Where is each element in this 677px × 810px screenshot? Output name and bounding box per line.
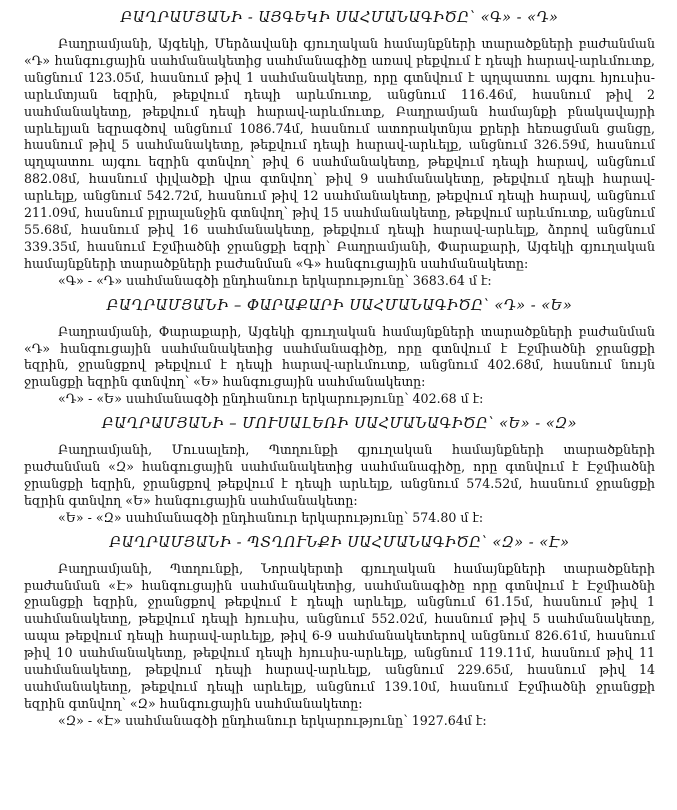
section-paragraph: Բաղրամյանի, Պտղունքի, Նորակերտի գյուղական համայնքների տարածքների բաժանման «Է» հանգուցային սահմանակետից, սահմանագիծը որը գտնվում է Էջմիածնի ջրանցքի եզրին, ջրանցքով թեքվում է դեպի արևելք, անցնում 61.15մ, հասնում թիվ 1 սահմանակետը, թեքվում դեպի հյուսիս, անցնում 552.02մ, հասնում թիվ 5 սահմանակետը, ապա թեքվում դեպի հարավ-արևելք, թիվ 6-9 սահմանակետերով անցնում 826.61մ, հասնում թիվ 10 սահմանակետը, թեքվում դեպի հյուսիս-արևելք, անցնում 119.11մ, հասնում թիվ 11 սահմանակետը, թեքվում դեպի հարավ-արևելք, անցնում 229.65մ, հասնում թիվ 14 սահմանակետը, թեքվում դեպի արևելք, անցնում 139.10մ, հասնում Էջմիածնի ջրանցքի եզրին գտնվող՝ «Զ» հանգուցային սահմանակետը: [24,560,655,711]
section-paragraph: Բաղրամյանի, Մուսալեռի, Պտղունքի գյուղական համայնքների տարածքների բաժանման «Զ» հանգուցային սահմանակետից սահմանագիծը, որը գտնվում է Էջմիածնի ջրանցքի եզրին, ջրանցքով թեքվում է դեպի արևելք, անցնում 574.52մ, հասնում ջրանցքի եզրին գտնվող «Ե» հանգուցային սահմանակետը: [24,442,655,508]
section-bagramyan-ptghunki [24,533,655,730]
section-title: ԲԱՂՐԱՄՅԱՆԻ – ՄՈՒՍԱԼԵՌԻ ՍԱՀՄԱՆԱԳԻԾԸ՝ «Ե» - «Զ» [102,416,577,433]
section-title: ԲԱՂՐԱՄՅԱՆԻ – ՓԱՐԱՔԱՐԻ ՍԱՀՄԱՆԱԳԻԾԸ՝ «Դ» - «Ե» [106,297,573,314]
section-total-length: «Ե» - «Զ» սահմանագծի ընդհանուր երկարությունը՝ 574.80 մ է: [58,509,484,525]
section-total-length: «Գ» - «Դ» սահմանագծի ընդհանուր երկարությունը՝ 3683.64 մ է: [58,272,492,288]
section-bagramyan-parakari [24,296,655,409]
section-bagramyan-aygeki [24,8,655,290]
section-paragraph: Բաղրամյանի, Այգեկի, Մերձավանի գյուղական համայնքների տարածքների բաժանման «Դ» հանգուցային սահմանակետից սահմանագիծը առավ բեքվում է դեպի հարավ-արևմուտք, անցնում 123.05մ, հասնում թիվ 1 սահմանակետը, որը գտնվում է պղպատու այգու հյուսիս-արևմտյան եզրին, թեքվում դեպի արևմուտք, անցնում 116.46մ, հասնում թիվ 2 սահմանակետը, թեքվում դեպի հարավ-արևմուտք, Բաղրամյան համայնքի բնակավայրի արևելյան եզրագծով անցնում 1086.74մ, հասնում ատորակտնյա քրերի հեռացման ցանցը, հասնում թիվ 5 սահմանակետը, թեքվում դեպի հարավ-արևելք, անցնում 326.59մ, հասնում պղպատու այգու եզրին գտնվող՝ թիվ 6 սահմանակետը, թեքվում դեպի հարավ, անցնում 882.08մ, հասնում փլվածքի վրա գտնվող՝ թիվ 9 սահմանակետը, թեքվում դեպի հարավ-արևելք, անցնում 542.72մ, հասնում թիվ 12 սահմանակետը, թեքվում դեպի հարավ, անցնում 211.09մ, հասնում բլրալանջին գտնվող՝ թիվ 15 սահմանակետը, թեքվում արևմուտք, անցնում 55.68մ, հասնում թիվ 16 սահմանակետը, թեքվում դեպի հարավ-արևելք, ձորով անցնում 339.35մ, հասնում Էջմիածնի ջրանցքի եզրի՝ Բաղրամյանի, Փարաքարի, Այգեկի գյուղական համայնքների տարածքների բաժանման «Գ» հանգուցային սահմանակետը: [24,36,655,271]
section-total-length: «Դ» - «Ե» սահմանագծի ընդհանուր երկարությունը՝ 402.68 մ է: [58,391,484,407]
section-bagramyan-musaleri [24,414,655,527]
section-total-length: «Զ» - «Է» սահմանագծի ընդհանուր երկարությունը՝ 1927.64մ է: [58,712,487,728]
section-paragraph: Բաղրամյանի, Փարաքարի, Այգեկի գյուղական համայնքների տարածքների բաժանման «Դ» հանգուցային սահմանակետից սահմանագիծը, որը գտնվում է Էջմիածնի ջրանցքի եզրին, ջրանցքով թեքվում է դեպի հարավ-արևմուտք, անցնում 402.68մ, հասնում նույն ջրանցքի եզրին գտնվող՝ «Ե» հանգուցային սահմանակետը: [24,323,655,390]
section-title: ԲԱՂՐԱՄՅԱՆԻ - ԱՅԳԵԿԻ ՍԱՀՄԱՆԱԳԻԾԸ՝ «Գ» - «Դ» [120,10,559,26]
section-title: ԲԱՂՐԱՄՅԱՆԻ - ՊՏՂՈՒՆՔԻ ՍԱՀՄԱՆԱԳԻԾԸ՝ «Զ» - «Է» [109,534,570,551]
